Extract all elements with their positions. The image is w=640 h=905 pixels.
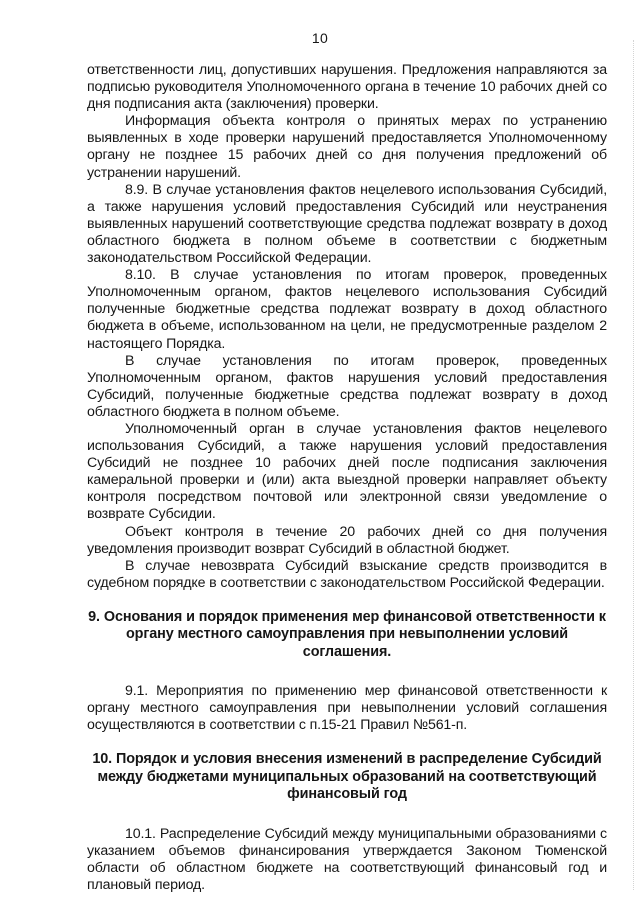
paragraph-10-1: 10.1. Распределение Субсидий между муниципальными образованиями с указанием объемов финансирования утверждается Законом Тюменской области об областном бюджете на соответствующий финансовый год и плановый период. [87, 825, 607, 893]
spacer [87, 661, 607, 683]
paragraph-notification: Уполномоченный орган в случае установления фактов нецелевого использования Субсидий, а также нарушения условий предоставления Субсидий не позднее 10 рабочих дней после подписания заключения камеральной проверки и (или) акта выездной проверки направляет объекту контроля посредством почтовой или электронной связи уведомление о возврате Субсидии. [87, 420, 607, 523]
paragraph-9-1: 9.1. Мероприятия по применению мер финансовой ответственности к органу местного самоуправления при невыполнении условий соглашения осуществляются в соответствии с п.15-21 Правил №561-п. [87, 683, 607, 734]
section-9-heading: 9. Основания и порядок применения мер финансовой ответственности к органу местного самоуправления при невыполнении условий соглашения. [88, 608, 606, 660]
scan-edge-marks [630, 40, 634, 890]
paragraph-return-term: Объект контроля в течение 20 рабочих дней со дня получения уведомления производит возврат Субсидий в областной бюджет. [87, 523, 607, 557]
paragraph-court: В случае невозврата Субсидий взыскание средств производится в судебном порядке в соответствии с законодательством Российской Федерации. [87, 557, 607, 591]
paragraph-8-9: 8.9. В случае установления фактов нецелевого использования Субсидий, а также нарушения условий предоставления Субсидий или неустранения выявленных нарушений соответствующие средства подлежат возврату в доход областного бюджета в полном объеме в соответствии с бюджетным законодательством Российской Федерации. [87, 181, 607, 267]
document-body [87, 62, 607, 894]
paragraph-8-10: 8.10. В случае установления по итогам проверок, проведенных Уполномоченным органом, фактов нецелевого использования Субсидий полученные бюджетные средства подлежат возврату в доход областного бюджета в объеме, использованном на цели, не предусмотренные разделом 2 настоящего Порядка. [87, 267, 607, 352]
spacer [87, 592, 607, 609]
spacer [87, 804, 607, 826]
page-number: 10 [311, 30, 329, 46]
paragraph-violation-return: В случае установления по итогам проверок, проведенных Уполномоченным органом, фактов нарушения условий предоставления Субсидий, полученные бюджетные средства подлежат возврату в доход областного бюджета в полном объеме. [87, 352, 607, 420]
section-10-heading: 10. Порядок и условия внесения изменений в распределение Субсидий между бюджетами муниципальных образований на соответствующий финансовый год [92, 751, 602, 803]
paragraph-info-measures: Информация объекта контроля о принятых мерах по устранению выявленных в ходе проверки нарушений предоставляется Уполномоченному органу не позднее 15 рабочих дней со дня получения предложений об устранении нарушений. [87, 113, 607, 181]
spacer [87, 734, 607, 751]
paragraph-continuation: ответственности лиц, допустивших нарушения. Предложения направляются за подписью руководителя Уполномоченного органа в течение 10 рабочих дней со дня подписания акта (заключения) проверки. [87, 62, 607, 113]
